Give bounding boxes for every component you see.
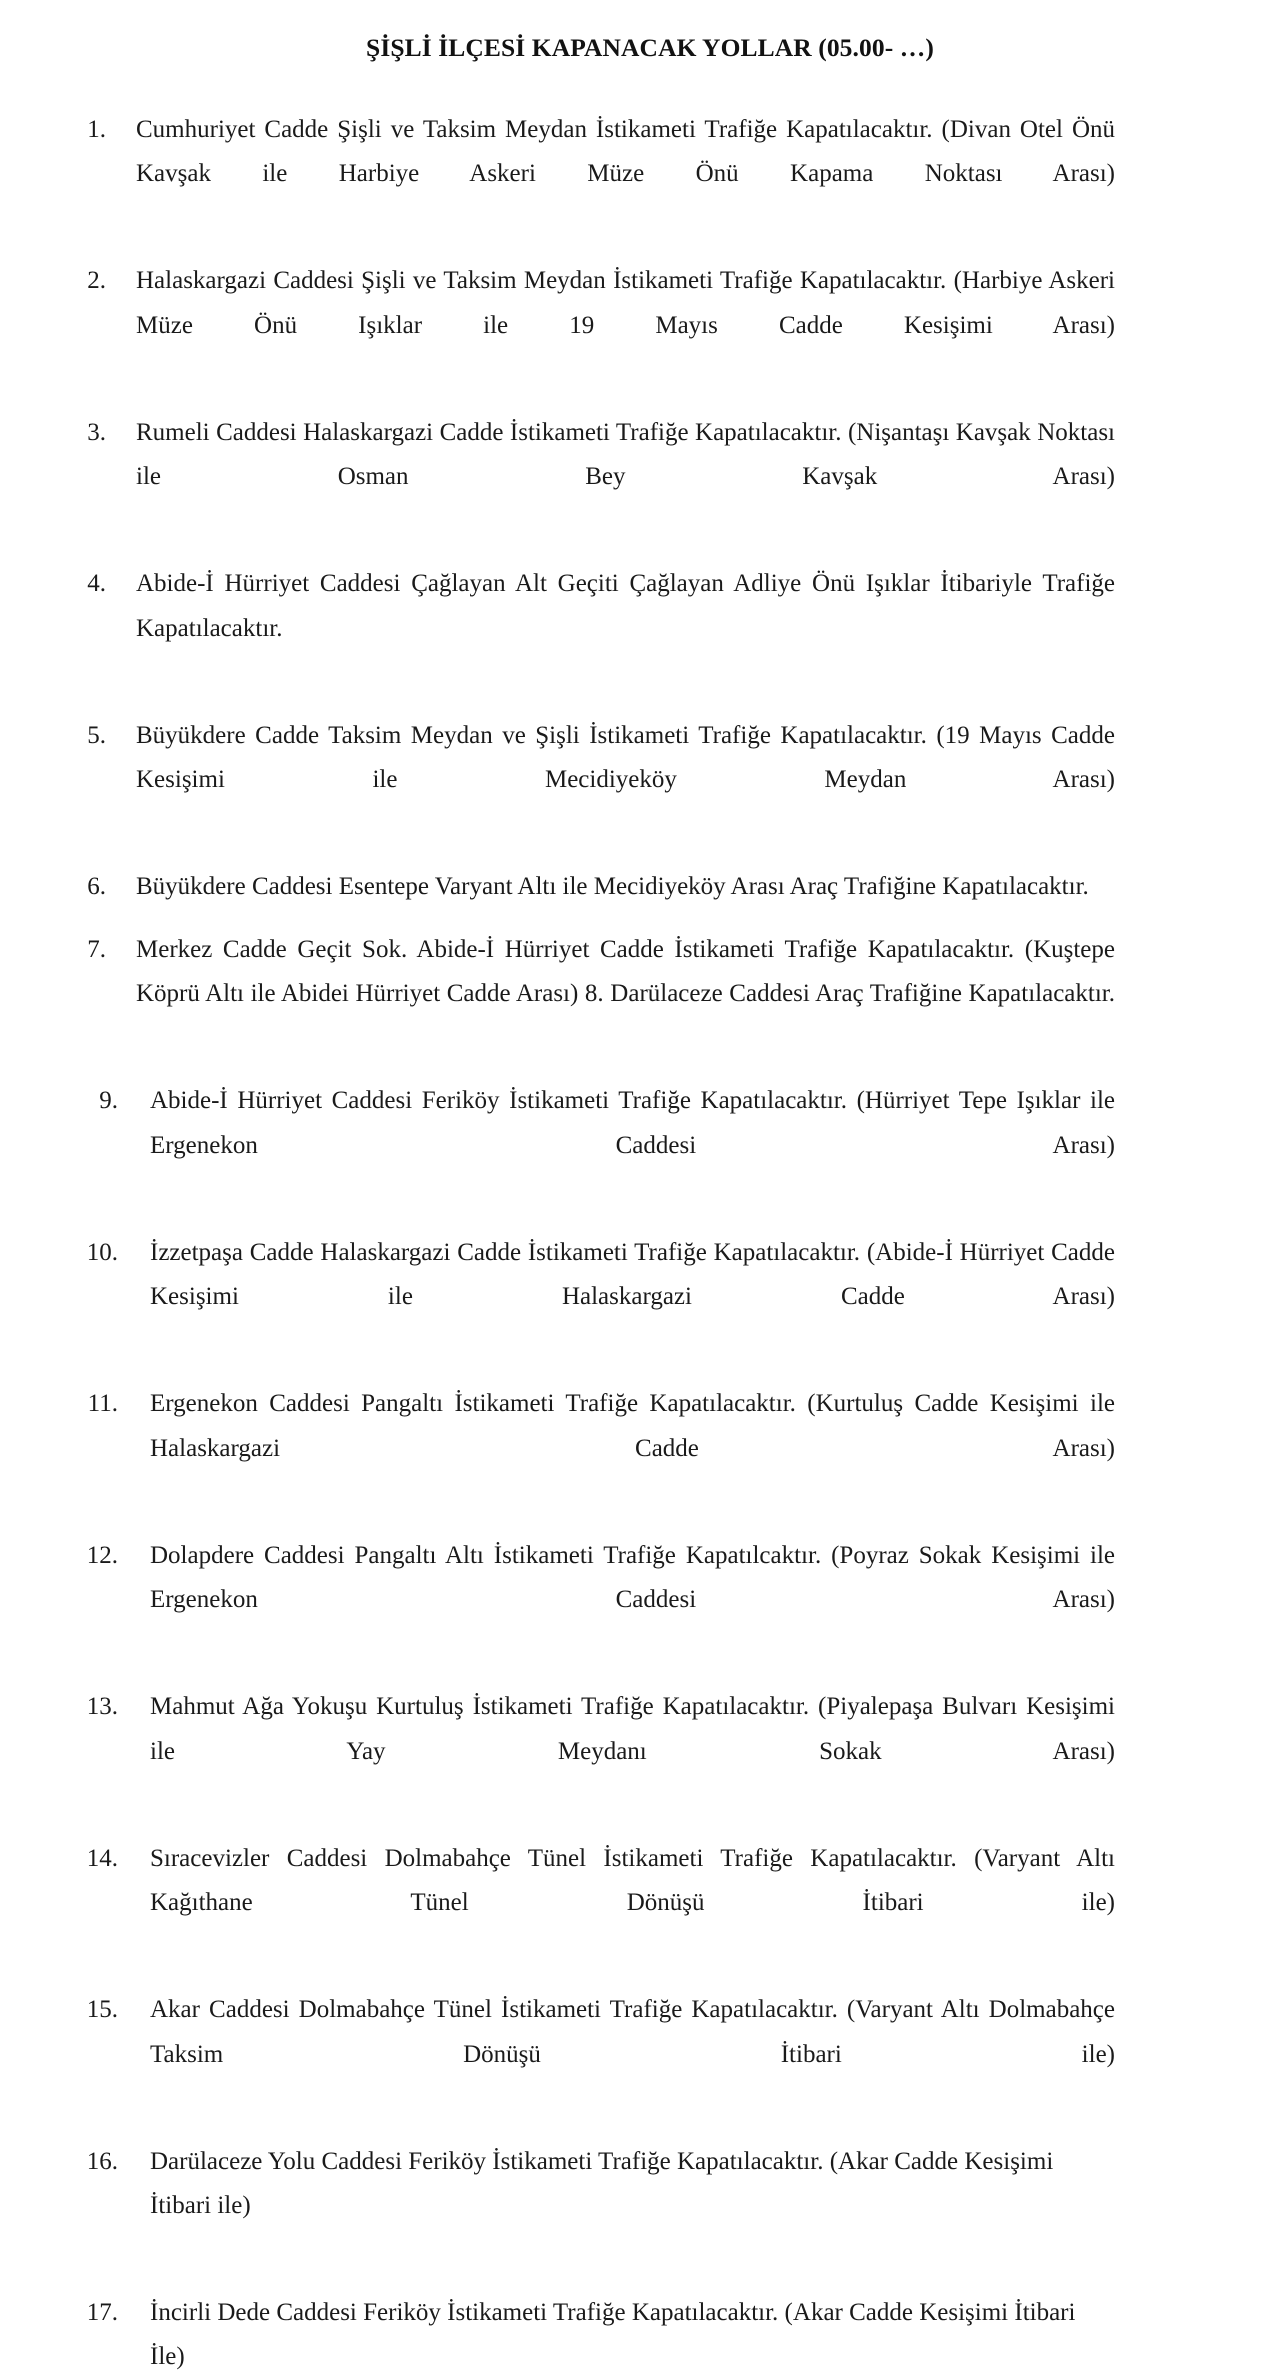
list-item-marker: 12. (86, 1541, 118, 1569)
list-item (0, 1231, 1280, 1365)
list-item-text: Büyükdere Caddesi Esentepe Varyant Altı ile Mecidiyeköy Arası Araç Trafiğine Kapatılacaktır. (136, 873, 1089, 901)
list-item-text: İzzetpaşa Cadde Halaskargazi Cadde İstikameti Trafiğe Kapatılacaktır. (Abide-İ Hürriyet Cadde Kesişimi ile Halaskargazi Cadde Arası) (150, 1238, 1115, 1311)
list-item (0, 259, 1280, 393)
list-item (0, 714, 1280, 848)
list-item-marker: 17. (86, 2298, 118, 2326)
list-item-text: Halaskargazi Caddesi Şişli ve Taksim Meydan İstikameti Trafiğe Kapatılacaktır. (Harbiye Askeri Müze Önü Işıklar ile 19 Mayıs Cadde Kesişimi Arası) (136, 267, 1115, 339)
list-item-marker: 11. (87, 1390, 118, 1418)
list-item-text: Abide-İ Hürriyet Caddesi Çağlayan Alt Geçiti Çağlayan Adliye Önü Işıklar İtibariyle Trafiğe Kapatılacaktır. (136, 570, 1115, 642)
list-item (0, 1685, 1280, 1819)
list-item-text: Ergenekon Caddesi Pangaltı İstikameti Trafiğe Kapatılacaktır. (Kurtuluş Cadde Kesişimi ile Halaskargazi Cadde Arası) (150, 1390, 1115, 1462)
list-item-marker: 1. (87, 115, 106, 143)
list-item (0, 1079, 1280, 1213)
list-item-text: İncirli Dede Caddesi Feriköy İstikameti Trafiğe Kapatılacaktır. (Akar Cadde Kesişimi İtibari İle) (150, 2298, 1076, 2371)
list-item (0, 2140, 1280, 2229)
list-item-text: Akar Caddesi Dolmabahçe Tünel İstikameti Trafiğe Kapatılacaktır. (Varyant Altı Dolmabahçe Taksim Dönüşü İtibari ile) (150, 1996, 1115, 2068)
list-item-marker: 6. (87, 873, 106, 901)
list-item-marker: 13. (86, 1693, 118, 1721)
list-item (0, 1837, 1280, 1971)
list-item (0, 1988, 1280, 2122)
list-item-marker: 10. (86, 1238, 118, 1266)
list-item-text: Darülaceze Yolu Caddesi Feriköy İstikameti Trafiğe Kapatılacaktır. (Akar Cadde Kesişimi İtibari ile) (150, 2147, 1054, 2220)
list-item-text: Merkez Cadde Geçit Sok. Abide-İ Hürriyet Cadde İstikameti Trafiğe Kapatılacaktır. (Kuştepe Köprü Altı ile Abidei Hürriyet Cadde Arası) 8. Darülaceze Caddesi Araç Trafiğine Kapatılacaktır. (136, 935, 1115, 1008)
list-item-marker: 5. (87, 721, 106, 749)
list-item-marker: 4. (87, 570, 106, 598)
list-item-text: Dolapdere Caddesi Pangaltı Altı İstikameti Trafiğe Kapatılcaktır. (Poyraz Sokak Kesişimi ile Ergenekon Caddesi Arası) (150, 1541, 1115, 1614)
list-item-marker: 14. (86, 1844, 118, 1872)
list-item-marker: 2. (87, 267, 106, 295)
list-item-text: Rumeli Caddesi Halaskargazi Cadde İstikameti Trafiğe Kapatılacaktır. (Nişantaşı Kavşak Noktası ile Osman Bey Kavşak Arası) (136, 418, 1115, 491)
page-title: ŞİŞLİ İLÇESİ KAPANACAK YOLLAR (05.00- …) (366, 33, 934, 62)
list-item (0, 108, 1280, 242)
list-item (0, 411, 1280, 545)
list-item-marker: 9. (99, 1087, 118, 1115)
list-item (0, 562, 1280, 696)
list-item (0, 865, 1280, 910)
list-item-marker: 3. (87, 418, 106, 446)
list-item (0, 2291, 1280, 2380)
list-item-text: Mahmut Ağa Yokuşu Kurtuluş İstikameti Trafiğe Kapatılacaktır. (Piyalepaşa Bulvarı Kesişimi ile Yay Meydanı Sokak Arası) (150, 1693, 1115, 1765)
road-closure-list (0, 64, 1280, 2380)
list-item-text: Sıracevizler Caddesi Dolmabahçe Tünel İstikameti Trafiğe Kapatılacaktır. (Varyant Altı Kağıthane Tünel Dönüşü İtibari ile) (150, 1844, 1115, 1917)
list-item (0, 1382, 1280, 1516)
list-item-text: Cumhuriyet Cadde Şişli ve Taksim Meydan İstikameti Trafiğe Kapatılacaktır. (Divan Otel Önü Kavşak ile Harbiye Askeri Müze Önü Kapama Noktası Arası) (136, 115, 1115, 188)
list-item-text: Büyükdere Cadde Taksim Meydan ve Şişli İstikameti Trafiğe Kapatılacaktır. (19 Mayıs Cadde Kesişimi ile Mecidiyeköy Meydan Arası) (136, 721, 1115, 794)
list-item-marker: 16. (86, 2147, 118, 2175)
list-item-marker: 15. (86, 1996, 118, 2024)
list-item (0, 1534, 1280, 1668)
list-item-text: Abide-İ Hürriyet Caddesi Feriköy İstikameti Trafiğe Kapatılacaktır. (Hürriyet Tepe Işıklar ile Ergenekon Caddesi Arası) (150, 1087, 1115, 1159)
list-item (0, 928, 1280, 1062)
list-item-marker: 7. (87, 935, 106, 963)
